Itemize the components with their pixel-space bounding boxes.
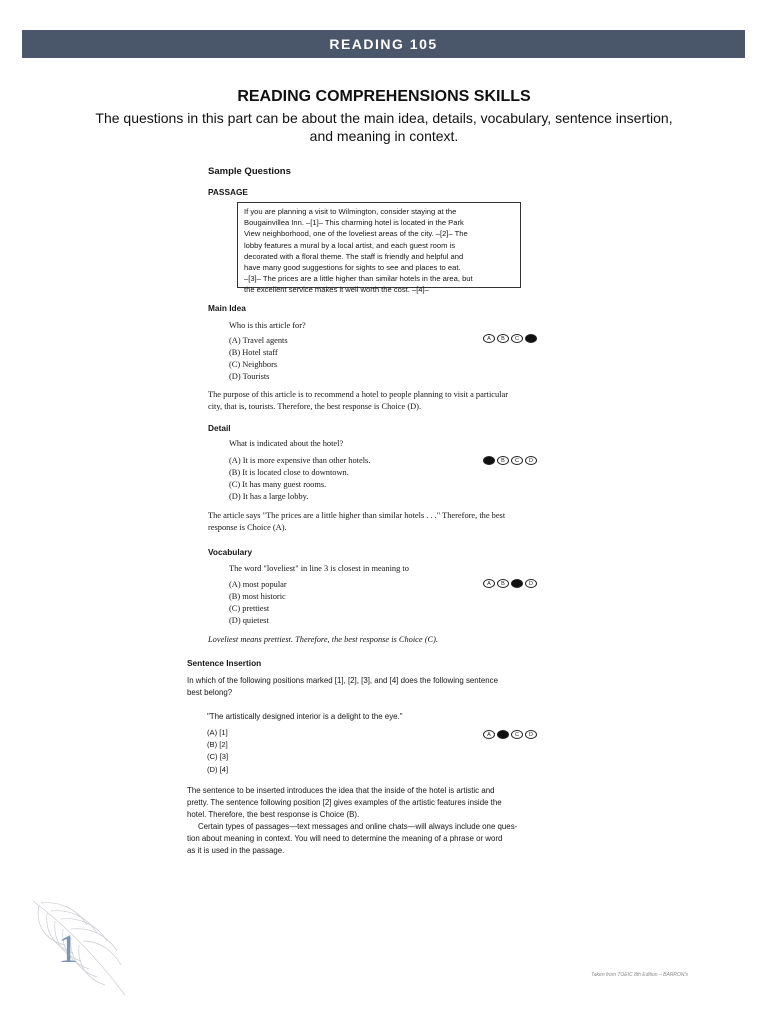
sentence-insertion-question-line: In which of the following positions marked [1], [2], [3], and [4] does the following sentence [187, 676, 498, 685]
answer-bubble-a: A [483, 579, 495, 588]
answer-bubbles [483, 456, 537, 465]
passage-label: PASSAGE [208, 187, 248, 197]
passage-line: If you are planning a visit to Wilmington, consider staying at the [244, 207, 457, 216]
passage-line: have many good suggestions for sights to see and places to eat. [244, 263, 461, 273]
detail-explanation-line: response is Choice (A). [208, 523, 287, 532]
sentence-insertion-explanation-line: hotel. Therefore, the best response is Choice (B). [187, 810, 360, 819]
page-subtitle: The questions in this part can be about the main idea, details, vocabulary, sentence insertion, and meaning in context. [95, 110, 673, 144]
main-idea-explanation-line: The purpose of this article is to recommend a hotel to people planning to visit a particular [208, 390, 509, 399]
sentence-insertion-option-c: (C) [3] [207, 752, 229, 761]
vocabulary-option-d: (D) quietest [229, 616, 269, 625]
answer-bubble-b: B [497, 334, 509, 343]
detail-option-c: (C) It has many guest rooms. [229, 480, 327, 489]
main-idea-explanation-line: city, that is, tourists. Therefore, the best response is Choice (D). [208, 402, 422, 411]
sentence-insertion-heading: Sentence Insertion [187, 658, 262, 668]
sentence-insertion-question-line: best belong? [187, 688, 233, 697]
main-idea-option-a: (A) Travel agents [229, 336, 288, 345]
sentence-insertion-option-a: (A) [1] [207, 728, 228, 737]
page-title: READING COMPREHENSIONS SKILLS [237, 88, 531, 105]
passage-line: Bougainvillea Inn. –[1]– This charming hotel is located in the Park [244, 218, 464, 228]
detail-option-a: (A) It is more expensive than other hotels. [229, 456, 371, 465]
main-idea-option-c: (C) Neighbors [229, 360, 278, 369]
sentence-insertion-quote: "The artistically designed interior is a delight to the eye." [207, 712, 403, 721]
main-idea-question: Who is this article for? [229, 321, 306, 330]
sentence-insertion-explanation-line: as it is used in the passage. [187, 846, 285, 855]
sample-questions-heading: Sample Questions [208, 166, 291, 177]
answer-bubbles [483, 579, 537, 588]
vocabulary-heading: Vocabulary [208, 547, 253, 557]
answer-bubble-b: B [497, 579, 509, 588]
vocabulary-option-b: (B) most historic [229, 592, 286, 601]
vocabulary-explanation: Loveliest means prettiest. Therefore, the best response is Choice (C). [208, 635, 438, 644]
passage-line: View neighborhood, one of the loveliest areas of the city. –[2]– The [244, 229, 468, 239]
answer-bubbles [483, 730, 537, 739]
vocabulary-question: The word "loveliest" in line 3 is closest in meaning to [229, 564, 409, 573]
answer-bubble-a: A [483, 334, 495, 343]
sentence-insertion-explanation-line: pretty. The sentence following position [2] gives examples of the artistic features inside the [187, 798, 502, 807]
sentence-insertion-explanation-line: Certain types of passages—text messages and online chats—will always include one ques- [187, 822, 518, 831]
vocabulary-option-a: (A) most popular [229, 580, 287, 589]
passage-line: lobby features a mural by a local artist, and each guest room is [244, 240, 456, 250]
detail-question: What is indicated about the hotel? [229, 439, 344, 448]
answer-bubble-a: A [483, 456, 495, 465]
detail-heading: Detail [208, 423, 231, 433]
answer-bubble-d: D [525, 334, 537, 343]
sentence-insertion-explanation-line: The sentence to be inserted introduces the idea that the inside of the hotel is artistic and [187, 786, 495, 795]
passage-line: the excellent service makes it well worth the cost. –[4]– [244, 285, 429, 295]
feather-icon [25, 895, 135, 1000]
answer-bubble-d: D [525, 456, 537, 465]
answer-bubble-c: C [511, 579, 523, 588]
answer-bubble-c: C [511, 456, 523, 465]
main-idea-option-b: (B) Hotel staff [229, 348, 278, 357]
passage-line: –[3]– The prices are a little higher than similar hotels in the area, but [244, 274, 473, 284]
source-credit: Taken from TOEIC 8th Edition – BARRON's [591, 972, 688, 978]
main-idea-option-d: (D) Tourists [229, 372, 270, 381]
sentence-insertion-explanation-line: tion about meaning in context. You will need to determine the meaning of a phrase or word [187, 834, 503, 843]
passage-line: decorated with a floral theme. The staff is friendly and helpful and [244, 251, 464, 261]
sentence-insertion-option-d: (D) [4] [207, 765, 229, 774]
answer-bubble-b: B [497, 730, 509, 739]
answer-bubbles [483, 334, 537, 343]
detail-explanation-line: The article says "The prices are a little higher than similar hotels . . ." Therefore, the best [208, 511, 506, 520]
main-idea-heading: Main Idea [208, 303, 246, 313]
answer-bubble-d: D [525, 579, 537, 588]
passage-box [237, 202, 521, 295]
answer-bubble-c: C [511, 334, 523, 343]
page-banner: READING 105 [22, 30, 745, 58]
answer-bubble-b: B [497, 456, 509, 465]
page-number: 1 [58, 926, 78, 971]
answer-bubble-d: D [525, 730, 537, 739]
sample-questions-scan [185, 160, 565, 875]
sentence-insertion-option-b: (B) [2] [207, 740, 228, 749]
detail-option-b: (B) It is located close to downtown. [229, 468, 349, 477]
answer-bubble-c: C [511, 730, 523, 739]
answer-bubble-a: A [483, 730, 495, 739]
vocabulary-option-c: (C) prettiest [229, 604, 270, 613]
detail-option-d: (D) It has a large lobby. [229, 492, 309, 501]
